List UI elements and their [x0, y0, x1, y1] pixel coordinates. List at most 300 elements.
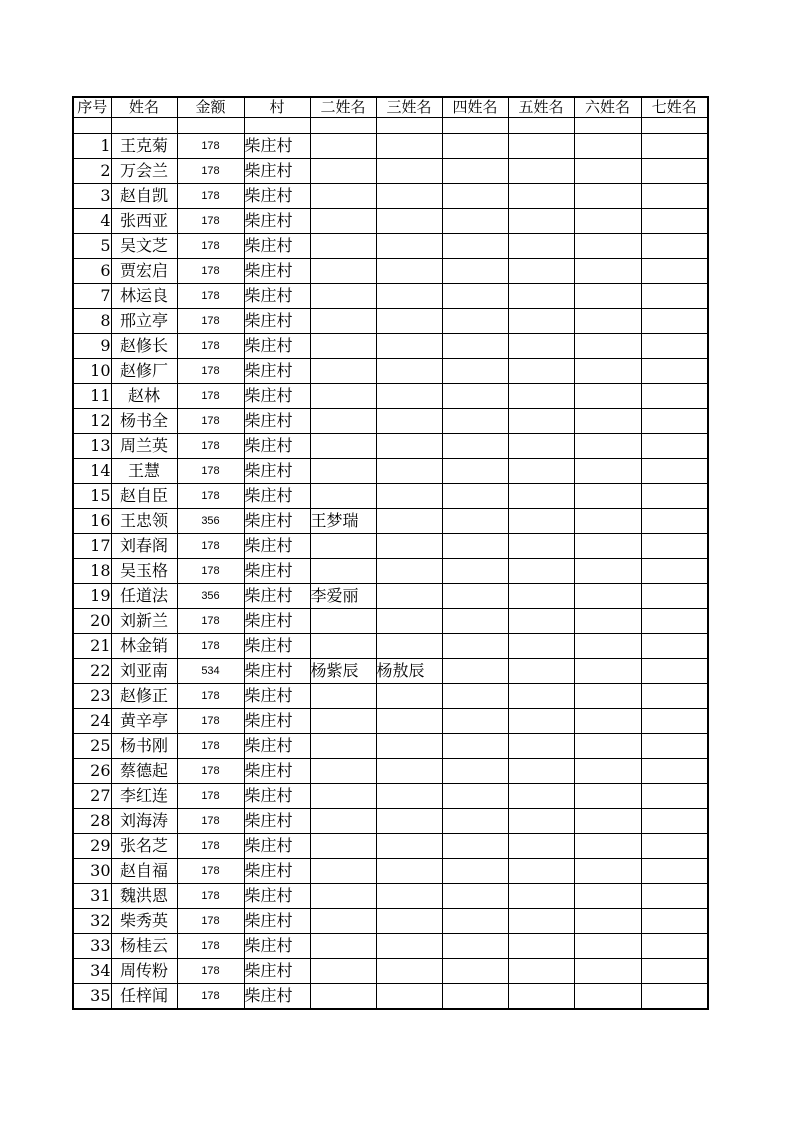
- name7-cell: [641, 159, 708, 184]
- name7-cell: [641, 534, 708, 559]
- village-cell: 柴庄村: [244, 309, 310, 334]
- name3-cell: 杨敖辰: [376, 659, 442, 684]
- amount-cell: 178: [177, 834, 244, 859]
- header-name4: 四姓名: [442, 97, 508, 118]
- blank-cell: [310, 118, 376, 134]
- name6-cell: [574, 209, 641, 234]
- table-row: [73, 209, 708, 234]
- header-name3: 三姓名: [376, 97, 442, 118]
- amount-cell: 178: [177, 559, 244, 584]
- amount-cell: 178: [177, 459, 244, 484]
- name7-cell: [641, 459, 708, 484]
- name3-cell: [376, 909, 442, 934]
- name2-cell: [310, 609, 376, 634]
- name3-cell: [376, 734, 442, 759]
- table-row: [73, 609, 708, 634]
- name7-cell: [641, 509, 708, 534]
- name2-cell: [310, 259, 376, 284]
- name6-cell: [574, 984, 641, 1010]
- seq-cell: 9: [73, 334, 111, 359]
- name-cell: 赵自福: [111, 859, 177, 884]
- name4-cell: [442, 459, 508, 484]
- name6-cell: [574, 334, 641, 359]
- name2-cell: [310, 484, 376, 509]
- name4-cell: [442, 159, 508, 184]
- seq-cell: 24: [73, 709, 111, 734]
- name5-cell: [508, 359, 574, 384]
- name-cell: 赵自臣: [111, 484, 177, 509]
- seq-cell: 16: [73, 509, 111, 534]
- name7-cell: [641, 584, 708, 609]
- name-cell: 任梓闻: [111, 984, 177, 1010]
- name4-cell: [442, 634, 508, 659]
- village-cell: 柴庄村: [244, 684, 310, 709]
- name-cell: 杨书刚: [111, 734, 177, 759]
- blank-row: [73, 118, 708, 134]
- name4-cell: [442, 134, 508, 159]
- header-name7: 七姓名: [641, 97, 708, 118]
- name3-cell: [376, 159, 442, 184]
- name6-cell: [574, 809, 641, 834]
- name3-cell: [376, 384, 442, 409]
- blank-cell: [574, 118, 641, 134]
- seq-cell: 31: [73, 884, 111, 909]
- name2-cell: [310, 859, 376, 884]
- name2-cell: [310, 709, 376, 734]
- seq-cell: 2: [73, 159, 111, 184]
- name6-cell: [574, 409, 641, 434]
- name3-cell: [376, 809, 442, 834]
- name4-cell: [442, 409, 508, 434]
- header-seq: 序号: [73, 97, 111, 118]
- village-cell: 柴庄村: [244, 134, 310, 159]
- name4-cell: [442, 959, 508, 984]
- name5-cell: [508, 584, 574, 609]
- seq-cell: 15: [73, 484, 111, 509]
- name-cell: 邢立亭: [111, 309, 177, 334]
- seq-cell: 11: [73, 384, 111, 409]
- seq-cell: 26: [73, 759, 111, 784]
- table-row: [73, 459, 708, 484]
- village-cell: 柴庄村: [244, 184, 310, 209]
- name6-cell: [574, 259, 641, 284]
- name-cell: 杨桂云: [111, 934, 177, 959]
- name7-cell: [641, 309, 708, 334]
- table-row: [73, 934, 708, 959]
- name2-cell: [310, 734, 376, 759]
- village-cell: 柴庄村: [244, 834, 310, 859]
- name5-cell: [508, 609, 574, 634]
- name2-cell: [310, 234, 376, 259]
- name4-cell: [442, 884, 508, 909]
- village-cell: 柴庄村: [244, 459, 310, 484]
- seq-cell: 25: [73, 734, 111, 759]
- village-cell: 柴庄村: [244, 359, 310, 384]
- village-cell: 柴庄村: [244, 559, 310, 584]
- name4-cell: [442, 384, 508, 409]
- name6-cell: [574, 534, 641, 559]
- name7-cell: [641, 759, 708, 784]
- name6-cell: [574, 659, 641, 684]
- name6-cell: [574, 609, 641, 634]
- table-row: [73, 684, 708, 709]
- name4-cell: [442, 484, 508, 509]
- name6-cell: [574, 459, 641, 484]
- village-cell: 柴庄村: [244, 584, 310, 609]
- name-cell: 吴玉格: [111, 559, 177, 584]
- name6-cell: [574, 309, 641, 334]
- name5-cell: [508, 809, 574, 834]
- table-row: [73, 659, 708, 684]
- blank-cell: [442, 118, 508, 134]
- name4-cell: [442, 234, 508, 259]
- table-row: [73, 909, 708, 934]
- amount-cell: 178: [177, 184, 244, 209]
- name2-cell: [310, 759, 376, 784]
- name2-cell: [310, 309, 376, 334]
- name-cell: 周兰英: [111, 434, 177, 459]
- name6-cell: [574, 834, 641, 859]
- name5-cell: [508, 159, 574, 184]
- name5-cell: [508, 759, 574, 784]
- amount-cell: 178: [177, 259, 244, 284]
- seq-cell: 14: [73, 459, 111, 484]
- name3-cell: [376, 784, 442, 809]
- name7-cell: [641, 959, 708, 984]
- name7-cell: [641, 909, 708, 934]
- blank-cell: [244, 118, 310, 134]
- name2-cell: [310, 409, 376, 434]
- seq-cell: 20: [73, 609, 111, 634]
- name5-cell: [508, 409, 574, 434]
- village-cell: 柴庄村: [244, 509, 310, 534]
- name2-cell: [310, 934, 376, 959]
- header-name6: 六姓名: [574, 97, 641, 118]
- amount-cell: 178: [177, 409, 244, 434]
- name7-cell: [641, 409, 708, 434]
- name-cell: 张西亚: [111, 209, 177, 234]
- table-row: [73, 834, 708, 859]
- name6-cell: [574, 909, 641, 934]
- name4-cell: [442, 609, 508, 634]
- name-cell: 黄辛亭: [111, 709, 177, 734]
- name5-cell: [508, 434, 574, 459]
- name7-cell: [641, 434, 708, 459]
- name5-cell: [508, 334, 574, 359]
- blank-cell: [177, 118, 244, 134]
- seq-cell: 3: [73, 184, 111, 209]
- name7-cell: [641, 734, 708, 759]
- name2-cell: [310, 209, 376, 234]
- seq-cell: 22: [73, 659, 111, 684]
- table-row: [73, 184, 708, 209]
- seq-cell: 8: [73, 309, 111, 334]
- table-row: [73, 234, 708, 259]
- seq-cell: 34: [73, 959, 111, 984]
- name4-cell: [442, 534, 508, 559]
- village-cell: 柴庄村: [244, 709, 310, 734]
- name3-cell: [376, 859, 442, 884]
- name7-cell: [641, 634, 708, 659]
- village-cell: 柴庄村: [244, 934, 310, 959]
- name5-cell: [508, 384, 574, 409]
- name7-cell: [641, 934, 708, 959]
- name4-cell: [442, 309, 508, 334]
- name-cell: 王慧: [111, 459, 177, 484]
- name7-cell: [641, 884, 708, 909]
- name7-cell: [641, 484, 708, 509]
- name4-cell: [442, 784, 508, 809]
- name5-cell: [508, 234, 574, 259]
- seq-cell: 35: [73, 984, 111, 1010]
- seq-cell: 18: [73, 559, 111, 584]
- name-cell: 贾宏启: [111, 259, 177, 284]
- name3-cell: [376, 609, 442, 634]
- name7-cell: [641, 359, 708, 384]
- name3-cell: [376, 484, 442, 509]
- name6-cell: [574, 684, 641, 709]
- seq-cell: 5: [73, 234, 111, 259]
- name4-cell: [442, 984, 508, 1010]
- name-cell: 吴文芝: [111, 234, 177, 259]
- name5-cell: [508, 184, 574, 209]
- name-cell: 任道法: [111, 584, 177, 609]
- table-row: [73, 434, 708, 459]
- blank-cell: [73, 118, 111, 134]
- amount-cell: 178: [177, 384, 244, 409]
- seq-cell: 19: [73, 584, 111, 609]
- name6-cell: [574, 184, 641, 209]
- village-cell: 柴庄村: [244, 884, 310, 909]
- village-cell: 柴庄村: [244, 159, 310, 184]
- blank-cell: [508, 118, 574, 134]
- seq-cell: 4: [73, 209, 111, 234]
- amount-cell: 178: [177, 684, 244, 709]
- name4-cell: [442, 209, 508, 234]
- seq-cell: 29: [73, 834, 111, 859]
- table-row: [73, 384, 708, 409]
- name7-cell: [641, 559, 708, 584]
- name4-cell: [442, 934, 508, 959]
- seq-cell: 17: [73, 534, 111, 559]
- blank-cell: [111, 118, 177, 134]
- name6-cell: [574, 959, 641, 984]
- seq-cell: 32: [73, 909, 111, 934]
- seq-cell: 23: [73, 684, 111, 709]
- village-cell: 柴庄村: [244, 759, 310, 784]
- table-row: [73, 284, 708, 309]
- table-row: [73, 159, 708, 184]
- name4-cell: [442, 259, 508, 284]
- name3-cell: [376, 984, 442, 1010]
- name6-cell: [574, 784, 641, 809]
- name-cell: 林运良: [111, 284, 177, 309]
- name6-cell: [574, 509, 641, 534]
- amount-cell: 178: [177, 609, 244, 634]
- name-cell: 魏洪恩: [111, 884, 177, 909]
- amount-cell: 534: [177, 659, 244, 684]
- name6-cell: [574, 634, 641, 659]
- seq-cell: 12: [73, 409, 111, 434]
- amount-cell: 178: [177, 159, 244, 184]
- name4-cell: [442, 759, 508, 784]
- name2-cell: [310, 884, 376, 909]
- name2-cell: 杨紫辰: [310, 659, 376, 684]
- name5-cell: [508, 684, 574, 709]
- name5-cell: [508, 909, 574, 934]
- name6-cell: [574, 434, 641, 459]
- roster-table: [72, 96, 709, 1010]
- amount-cell: 178: [177, 759, 244, 784]
- name3-cell: [376, 934, 442, 959]
- name4-cell: [442, 659, 508, 684]
- seq-cell: 33: [73, 934, 111, 959]
- name4-cell: [442, 184, 508, 209]
- name5-cell: [508, 634, 574, 659]
- name-cell: 赵林: [111, 384, 177, 409]
- table-row: [73, 134, 708, 159]
- name7-cell: [641, 209, 708, 234]
- name4-cell: [442, 809, 508, 834]
- amount-cell: 178: [177, 884, 244, 909]
- name5-cell: [508, 784, 574, 809]
- name-cell: 蔡德起: [111, 759, 177, 784]
- name7-cell: [641, 184, 708, 209]
- name5-cell: [508, 209, 574, 234]
- name2-cell: [310, 984, 376, 1010]
- village-cell: 柴庄村: [244, 534, 310, 559]
- name3-cell: [376, 234, 442, 259]
- name5-cell: [508, 734, 574, 759]
- name2-cell: [310, 534, 376, 559]
- name6-cell: [574, 234, 641, 259]
- name5-cell: [508, 884, 574, 909]
- name7-cell: [641, 709, 708, 734]
- name7-cell: [641, 259, 708, 284]
- name-cell: 刘亚南: [111, 659, 177, 684]
- name6-cell: [574, 284, 641, 309]
- name2-cell: [310, 634, 376, 659]
- amount-cell: 178: [177, 709, 244, 734]
- name6-cell: [574, 734, 641, 759]
- amount-cell: 178: [177, 909, 244, 934]
- name-cell: 赵修厂: [111, 359, 177, 384]
- name5-cell: [508, 309, 574, 334]
- seq-cell: 10: [73, 359, 111, 384]
- amount-cell: 178: [177, 134, 244, 159]
- name5-cell: [508, 509, 574, 534]
- header-name5: 五姓名: [508, 97, 574, 118]
- name2-cell: [310, 334, 376, 359]
- village-cell: 柴庄村: [244, 409, 310, 434]
- village-cell: 柴庄村: [244, 859, 310, 884]
- village-cell: 柴庄村: [244, 284, 310, 309]
- name5-cell: [508, 534, 574, 559]
- name6-cell: [574, 709, 641, 734]
- name4-cell: [442, 509, 508, 534]
- amount-cell: 178: [177, 934, 244, 959]
- name7-cell: [641, 859, 708, 884]
- name3-cell: [376, 509, 442, 534]
- name-cell: 赵修正: [111, 684, 177, 709]
- name2-cell: [310, 359, 376, 384]
- table-row: [73, 784, 708, 809]
- name7-cell: [641, 984, 708, 1010]
- name6-cell: [574, 859, 641, 884]
- name7-cell: [641, 659, 708, 684]
- amount-cell: 178: [177, 634, 244, 659]
- name2-cell: [310, 959, 376, 984]
- name3-cell: [376, 684, 442, 709]
- name5-cell: [508, 134, 574, 159]
- amount-cell: 178: [177, 859, 244, 884]
- name5-cell: [508, 484, 574, 509]
- table-row: [73, 309, 708, 334]
- name2-cell: 李爱丽: [310, 584, 376, 609]
- amount-cell: 178: [177, 959, 244, 984]
- name5-cell: [508, 859, 574, 884]
- name4-cell: [442, 584, 508, 609]
- table-row: [73, 884, 708, 909]
- table-row: [73, 734, 708, 759]
- name3-cell: [376, 584, 442, 609]
- village-cell: 柴庄村: [244, 634, 310, 659]
- name6-cell: [574, 484, 641, 509]
- name3-cell: [376, 759, 442, 784]
- amount-cell: 178: [177, 434, 244, 459]
- seq-cell: 21: [73, 634, 111, 659]
- amount-cell: 178: [177, 234, 244, 259]
- name4-cell: [442, 434, 508, 459]
- amount-cell: 178: [177, 359, 244, 384]
- name5-cell: [508, 984, 574, 1010]
- name3-cell: [376, 259, 442, 284]
- name2-cell: [310, 184, 376, 209]
- village-cell: 柴庄村: [244, 609, 310, 634]
- name4-cell: [442, 909, 508, 934]
- name2-cell: [310, 559, 376, 584]
- amount-cell: 178: [177, 984, 244, 1010]
- name6-cell: [574, 759, 641, 784]
- name4-cell: [442, 859, 508, 884]
- name-cell: 周传粉: [111, 959, 177, 984]
- village-cell: 柴庄村: [244, 259, 310, 284]
- name3-cell: [376, 134, 442, 159]
- seq-cell: 30: [73, 859, 111, 884]
- seq-cell: 1: [73, 134, 111, 159]
- name2-cell: [310, 284, 376, 309]
- name3-cell: [376, 359, 442, 384]
- village-cell: 柴庄村: [244, 334, 310, 359]
- name2-cell: [310, 834, 376, 859]
- name-cell: 万会兰: [111, 159, 177, 184]
- name5-cell: [508, 284, 574, 309]
- village-cell: 柴庄村: [244, 484, 310, 509]
- village-cell: 柴庄村: [244, 659, 310, 684]
- table-row: [73, 959, 708, 984]
- name-cell: 李红连: [111, 784, 177, 809]
- name-cell: 赵修长: [111, 334, 177, 359]
- name3-cell: [376, 884, 442, 909]
- village-cell: 柴庄村: [244, 909, 310, 934]
- name4-cell: [442, 684, 508, 709]
- table-row: [73, 534, 708, 559]
- name2-cell: [310, 459, 376, 484]
- name2-cell: [310, 159, 376, 184]
- name3-cell: [376, 284, 442, 309]
- village-cell: 柴庄村: [244, 234, 310, 259]
- header-row: [73, 97, 708, 118]
